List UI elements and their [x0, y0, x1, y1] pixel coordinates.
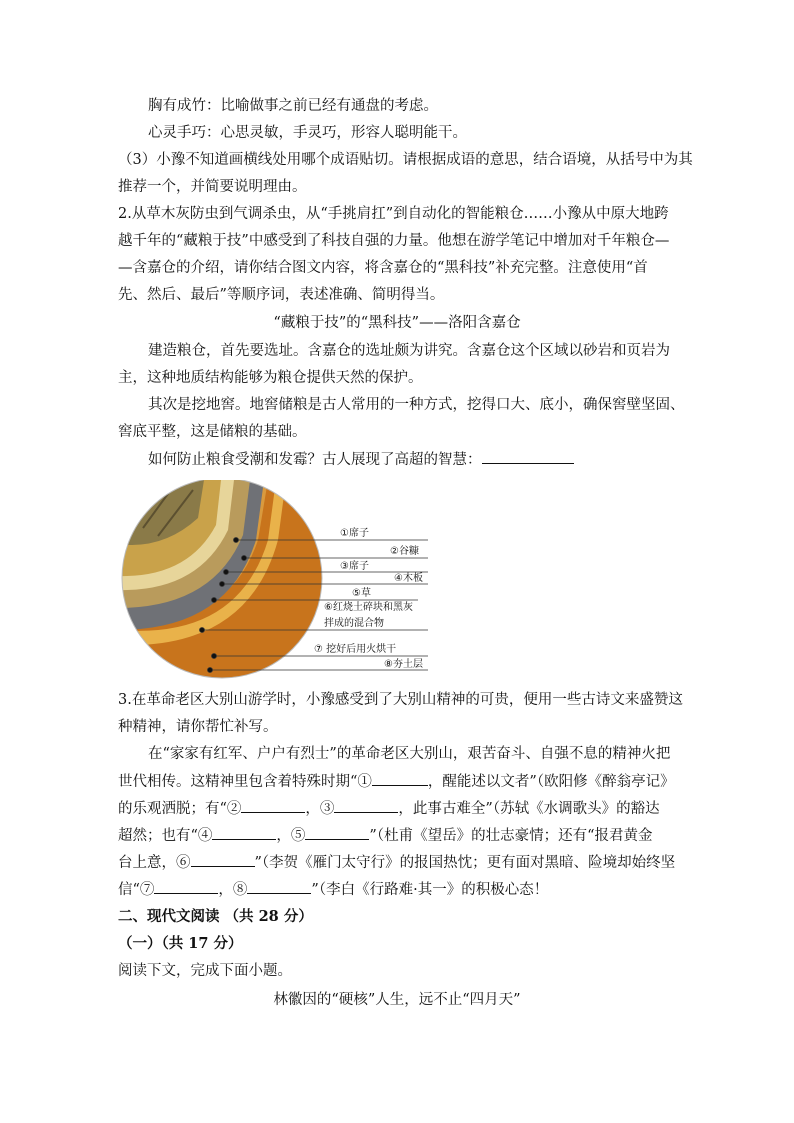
label-chaff: ②谷糠: [390, 546, 419, 557]
granary-cross-section-diagram: [118, 480, 428, 680]
label-mat-3: ③席子: [340, 561, 369, 572]
label-fire-dried: ⑦ 挖好后用火烘干: [314, 644, 397, 655]
blank-6[interactable]: [191, 852, 255, 867]
blank-1[interactable]: [372, 771, 428, 786]
blank-2[interactable]: [241, 798, 305, 813]
q2-line3: —含嘉仓的介绍，请你结合图文内容，将含嘉仓的“黑科技”补充完整。注意使用“首: [118, 260, 648, 276]
section2-sub: （一）（共 17 分）: [118, 935, 243, 952]
poem-line-e: 台上意，⑥ ”（李贺《雁门太守行》的报国热忱；更有面对黑暗、险境却始终坚: [118, 852, 675, 873]
definition-1: 胸有成竹：比喻做事之前已经有通盘的考虑。: [148, 98, 438, 114]
reading-instruction: 阅读下文，完成下面小题。: [118, 963, 292, 979]
definition-2: 心灵手巧：心思灵敏，手灵巧，形容人聪明能干。: [148, 125, 467, 141]
label-rammed-earth: ⑧夯土层: [384, 659, 423, 670]
label-mixture-2: 拌成的混合物: [324, 618, 384, 629]
blank-8[interactable]: [247, 879, 311, 894]
label-mixture: ⑥红烧土碎块和黑灰: [324, 602, 413, 613]
label-grass: ⑤草: [352, 588, 371, 599]
q2-line4: 先、然后、最后”等顺序词，表述准确、简明得当。: [118, 287, 445, 303]
answer-blank[interactable]: [482, 449, 574, 464]
q2-line2: 越千年的“藏粮于技”中感受到了科技自强的力量。他想在游学笔记中增加对千年粮仓—: [118, 233, 670, 249]
blank-7[interactable]: [154, 879, 218, 894]
para1-line2: 主，这种地质结构能够为粮仓提供天然的保护。: [118, 370, 423, 386]
section2-heading: 二、现代文阅读 （共 28 分）: [118, 908, 313, 925]
poem-line-f: 信“⑦ ，⑧ ”（李白《行路难·其一》的积极心态！: [118, 879, 548, 900]
q3-line2: 种精神，请你帮忙补写。: [118, 719, 278, 735]
label-board: ④木板: [394, 573, 423, 584]
para2-line2: 窖底平整，这是储粮的基础。: [118, 424, 307, 440]
blank-5[interactable]: [305, 825, 369, 840]
q2-line1: 2.从草木灰防虫到气调杀虫，从“手挑肩扛”到自动化的智能粮仓……小豫从中原大地跨: [118, 206, 669, 222]
article-title: “藏粮于技”的“黑科技”——洛阳含嘉仓: [273, 315, 521, 331]
blank-4[interactable]: [212, 825, 276, 840]
para2-line1: 其次是挖地窖。地窖储粮是古人常用的一种方式，挖得口大、底小，确保窖壁坚固、: [148, 397, 685, 413]
granary-question: 如何防止粮食受潮和发霉？古人展现了高超的智慧：: [148, 449, 574, 470]
reading-title: 林徽因的“硬核”人生，远不止“四月天”: [273, 992, 521, 1008]
poem-line-c: 的乐观洒脱；有“② ，③ ，此事古难全”（苏轼《水调歌头》的豁达: [118, 798, 660, 819]
q3-line1: 3.在革命老区大别山游学时，小豫感受到了大别山精神的可贵，便用一些古诗文来盛赞这: [118, 692, 683, 708]
poem-para-a: 在“家家有红军、户户有烈士”的革命老区大别山，艰苦奋斗、自强不息的精神火把: [148, 746, 671, 762]
q3-sub-line1: （3）小豫不知道画横线处用哪个成语贴切。请根据成语的意思，结合语境，从括号中为其: [118, 152, 693, 168]
para1-line1: 建造粮仓，首先要选址。含嘉仓的选址颇为讲究。含嘉仓这个区域以砂岩和页岩为: [148, 343, 670, 359]
poem-line-d: 超然；也有“④ ，⑤ ”（杜甫《望岳》的壮志豪情；还有“报君黄金: [118, 825, 653, 846]
poem-line-b: 世代相传。这精神里包含着特殊时期“① ，醒能述以文者”（欧阳修《醉翁亭记》: [118, 771, 675, 792]
q3-sub-line2: 推荐一个，并简要说明理由。: [118, 179, 307, 195]
blank-3[interactable]: [334, 798, 398, 813]
label-mat-1: ①席子: [340, 528, 369, 539]
